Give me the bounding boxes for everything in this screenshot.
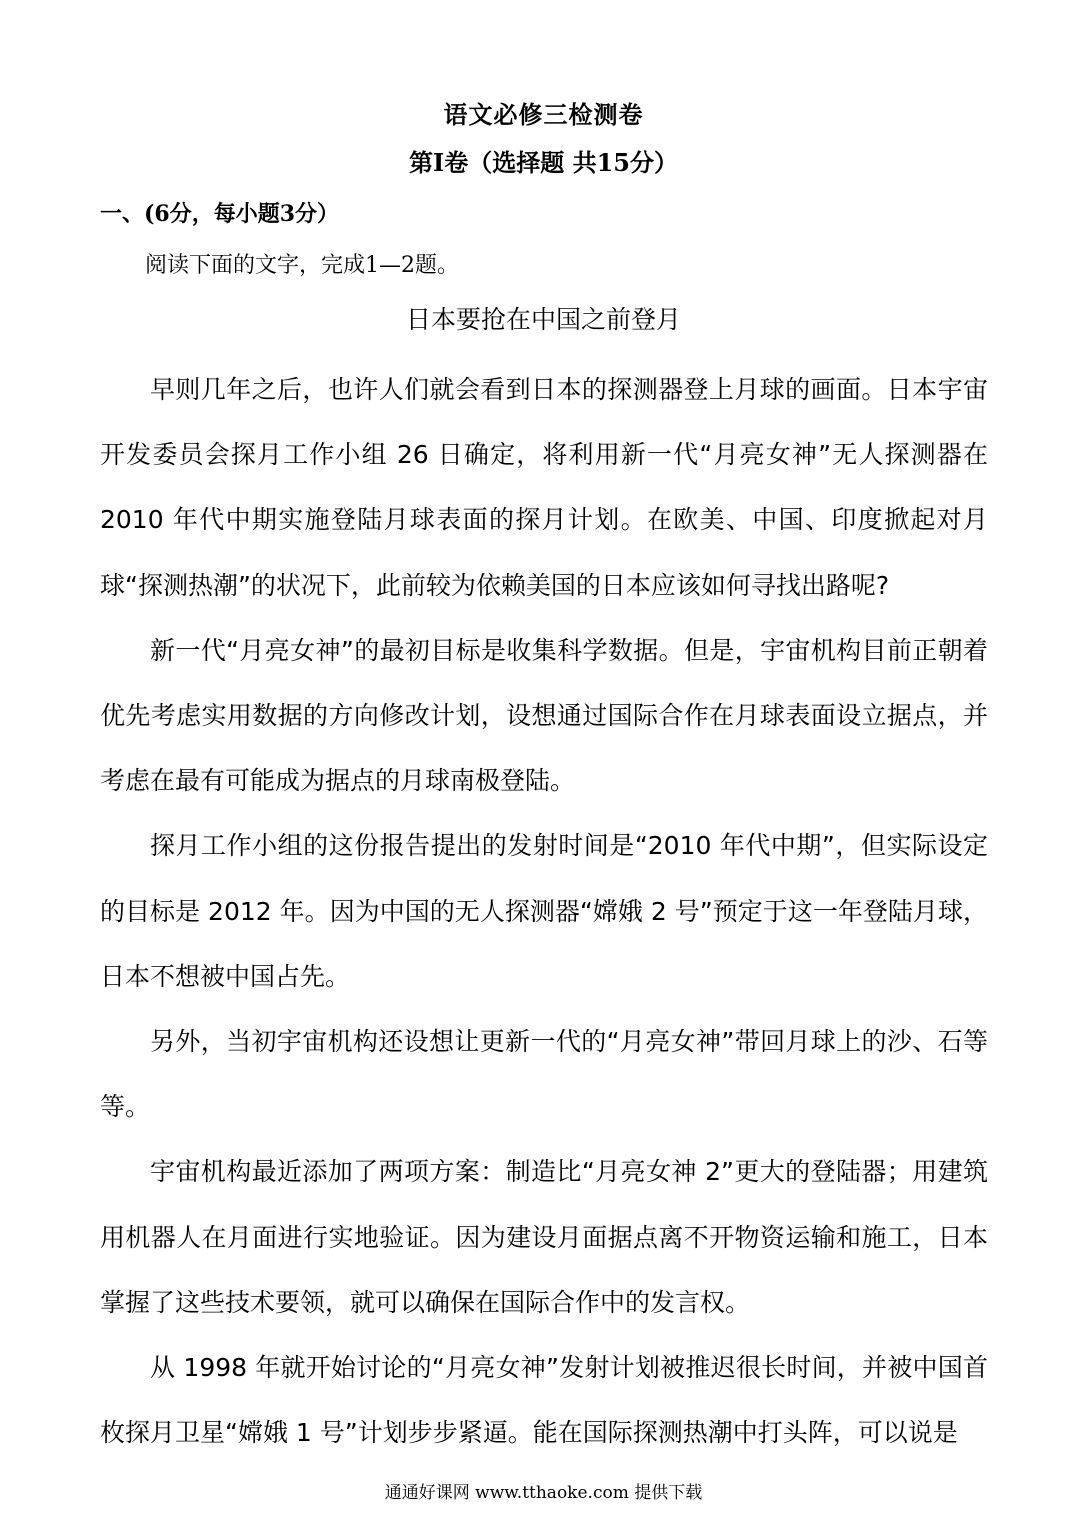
article-paragraph: 新一代“月亮女神”的最初目标是收集科学数据。但是，宇宙机构目前正朝着优先考虑实用数据的方向修改计划，设想通过国际合作在月球表面设立据点，并考虑在最有可能成为据点的月球南极登陆。 [100,635,988,796]
section-heading: 一、(6分，每小题3分） [100,201,340,227]
article-paragraph: 探月工作小组的这份报告提出的发射时间是“2010 年代中期”，但实际设定的目标是 2012 年。因为中国的无人探测器“嫦娥 2 号”预定于这一年登陆月球，日本不想被中国占先。 [100,831,988,991]
page-subtitle: 第Ⅰ卷（选择题 共15分） [409,148,678,177]
article-body [100,357,988,1465]
reading-instruction: 阅读下面的文字，完成1—2题。 [145,253,459,278]
footer-source: 通通好课网 www.tthaoke.com 提供下载 [384,1483,703,1503]
article-paragraph: 从 1998 年就开始讨论的“月亮女神”发射计划被推迟很长时间，并被中国首枚探月卫星“嫦娥 1 号”计划步步紧逼。能在国际探测热潮中打头阵，可以说是 [100,1353,988,1448]
article-paragraph: 宇宙机构最近添加了两项方案：制造比“月亮女神 2”更大的登陆器；用建筑用机器人在月面进行实地验证。因为建设月面据点离不开物资运输和施工，日本掌握了这些技术要领，就可以确保在国际合作中的发言权。 [100,1157,988,1317]
article-paragraph: 早则几年之后，也许人们就会看到日本的探测器登上月球的画面。日本宇宙开发委员会探月工作小组 26 日确定，将利用新一代“月亮女神”无人探测器在 2010 年代中期实施登陆月球表面的探月计划。在欧美、中国、印度掀起对月球“探测热潮”的状况下，此前较为依赖美国的日本应该如何寻找出路呢? [100,375,988,600]
article-title: 日本要抢在中国之前登月 [405,305,681,334]
article-paragraph: 另外，当初宇宙机构还设想让更新一代的“月亮女神”带回月球上的沙、石等等。 [100,1027,988,1122]
page-title: 语文必修三检测卷 [443,100,644,129]
